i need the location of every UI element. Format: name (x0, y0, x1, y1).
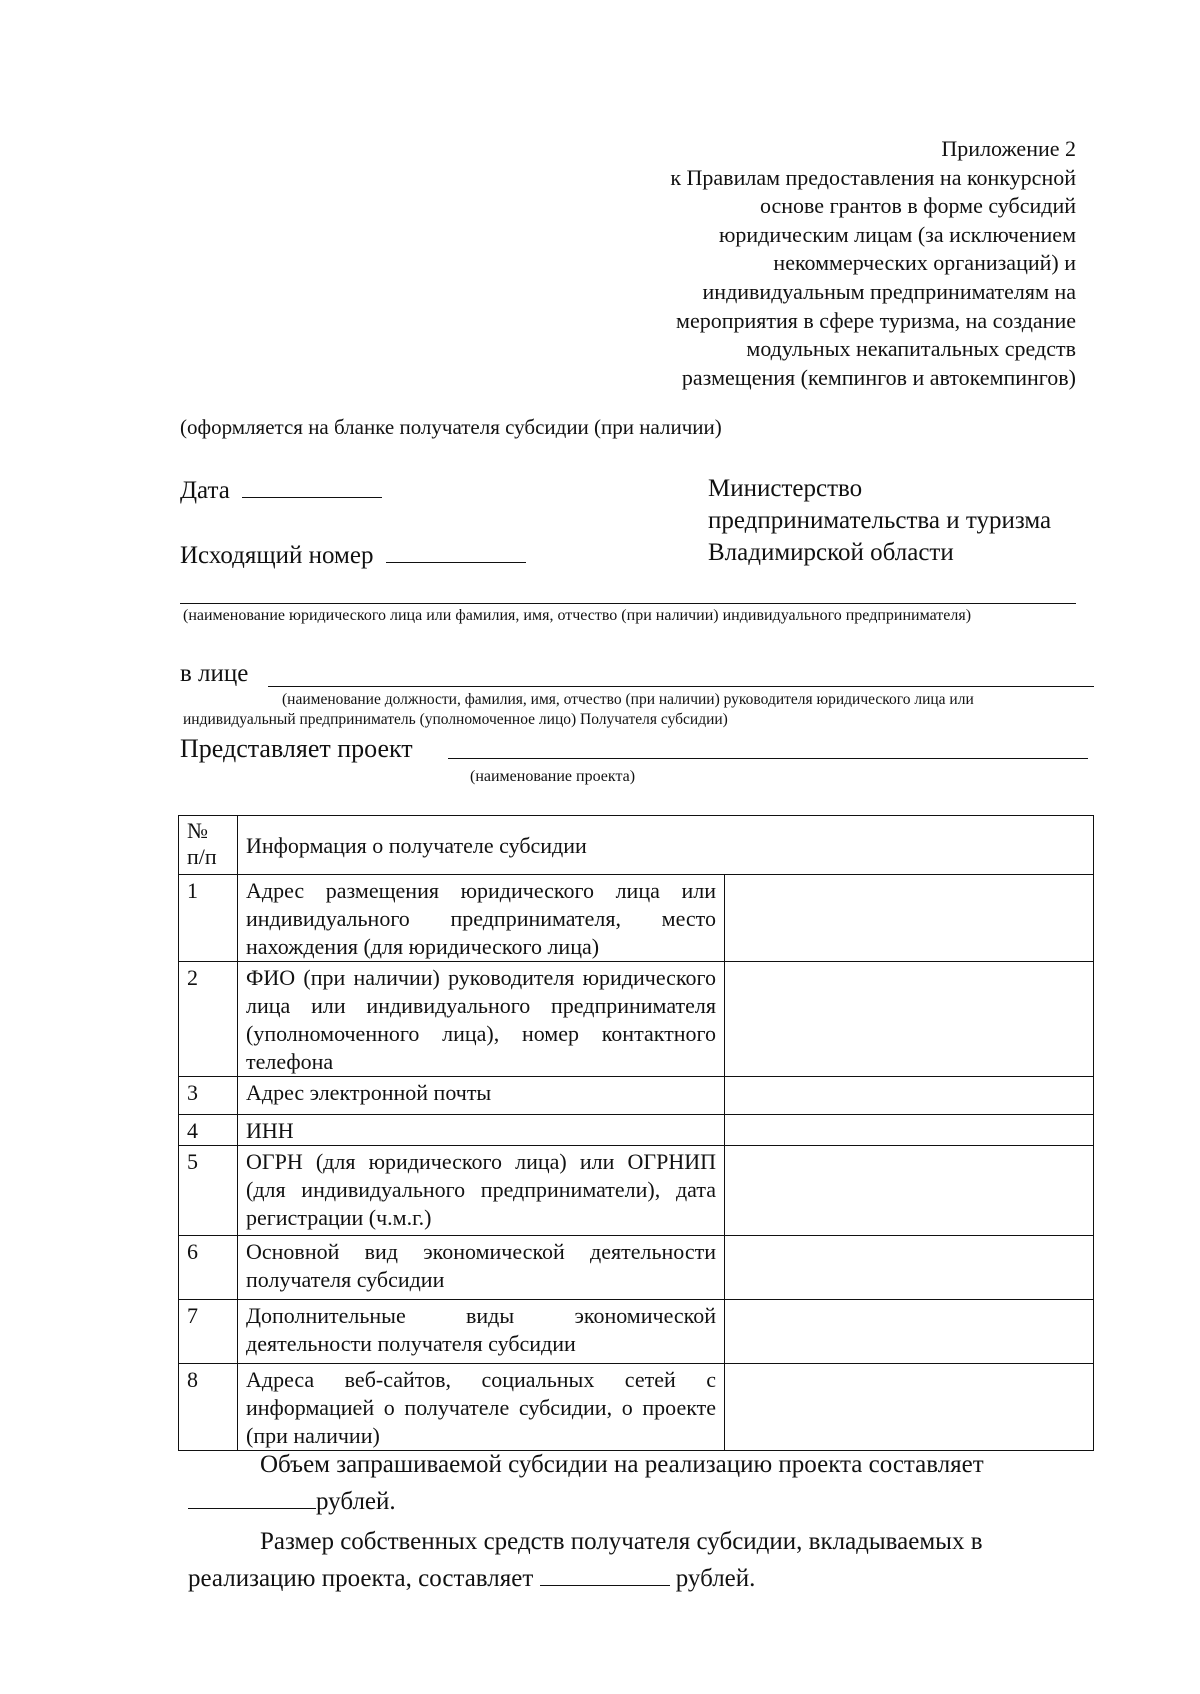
row-text: Основной вид экономической деятельности получателя субсидии (238, 1236, 725, 1300)
header-num: № п/п (179, 816, 238, 875)
row-value-cell[interactable] (725, 1364, 1094, 1451)
appendix-line: основе грантов в форме субсидий (759, 193, 1076, 219)
row-value-cell[interactable] (725, 1300, 1094, 1364)
date-blank[interactable] (242, 475, 382, 498)
table-row (179, 1300, 1094, 1364)
appendix-line: к Правилам предоставления на конкурсной (670, 164, 1076, 190)
letterhead-note: (оформляется на бланке получателя субсидии (при наличии) (180, 415, 722, 439)
in-person-blank[interactable] (268, 686, 1094, 687)
table-row (179, 1146, 1094, 1236)
row-value-cell[interactable] (725, 1077, 1094, 1115)
table-header-row (179, 816, 1094, 875)
recipient-line: Министерство (708, 475, 863, 502)
outgoing-number-field (180, 540, 526, 570)
recipient-ministry (708, 473, 1051, 569)
own-funds-unit: рублей. (675, 1565, 756, 1592)
row-num: 5 (179, 1146, 238, 1236)
row-text: Адрес размещения юридического лица или индивидуального предпринимателя, место нахождения (для юридического лица) (238, 875, 725, 962)
applicant-name-blank[interactable] (180, 603, 1076, 604)
row-text: Дополнительные виды экономической деятельности получателя субсидии (238, 1300, 725, 1364)
row-num: 2 (179, 962, 238, 1077)
outgoing-number-label: Исходящий номер (180, 542, 374, 569)
table-row (179, 1236, 1094, 1300)
appendix-line: мероприятия в сфере туризма, на создание (676, 307, 1076, 333)
appendix-header (606, 135, 1076, 392)
appendix-line: юридическим лицам (за исключением (718, 221, 1076, 247)
outgoing-number-blank[interactable] (386, 540, 526, 563)
row-value-cell[interactable] (725, 875, 1094, 962)
subsidy-amount-line (188, 1482, 1108, 1519)
appendix-line: некоммерческих организаций) и (773, 250, 1076, 276)
project-name-blank[interactable] (448, 758, 1088, 759)
own-funds-text: реализацию проекта, составляет (188, 1565, 534, 1592)
recipient-line: Владимирской области (708, 539, 954, 566)
subsidy-amount-blank[interactable] (188, 1482, 316, 1509)
appendix-line: размещения (кемпингов и автокемпингов) (681, 364, 1076, 390)
row-value-cell[interactable] (725, 1115, 1094, 1146)
row-num: 3 (179, 1077, 238, 1115)
table-row (179, 1364, 1094, 1451)
own-funds-line (188, 1559, 1108, 1596)
in-person-caption: индивидуальный предприниматель (уполномоченное лицо) Получателя субсидии) (183, 711, 728, 728)
date-field (180, 475, 382, 505)
row-num: 4 (179, 1115, 238, 1146)
table-row (179, 962, 1094, 1077)
row-text: ИНН (238, 1115, 725, 1146)
project-caption: (наименование проекта) (470, 768, 636, 785)
row-text: ОГРН (для юридического лица) или ОГРНИП (для индивидуального предприниматели), дата регистрации (ч.м.г.) (238, 1146, 725, 1236)
row-num: 1 (179, 875, 238, 962)
own-funds-text: Размер собственных средств получателя субсидии, вкладываемых в (260, 1528, 983, 1555)
row-num: 8 (179, 1364, 238, 1451)
recipient-line: предпринимательства и туризма (708, 507, 1052, 534)
row-text: ФИО (при наличии) руководителя юридического лица или индивидуального предпринимателя (уполномоченного лица), номер контактного телефона (238, 962, 725, 1077)
table-row (179, 875, 1094, 962)
appendix-line: индивидуальным предпринимателям на (702, 278, 1076, 304)
own-funds-blank[interactable] (540, 1559, 670, 1586)
applicant-caption: (наименование юридического лица или фамилия, имя, отчество (при наличии) индивидуального предпринимателя) (183, 607, 972, 624)
row-value-cell[interactable] (725, 1236, 1094, 1300)
appendix-line: Приложение 2 (941, 136, 1076, 161)
header-info: Информация о получателе субсидии (238, 816, 1094, 875)
row-value-cell[interactable] (725, 962, 1094, 1077)
own-funds-paragraph (188, 1525, 1108, 1596)
row-value-cell[interactable] (725, 1146, 1094, 1236)
project-label: Представляет проект (180, 734, 413, 763)
table-row (179, 1077, 1094, 1115)
date-label: Дата (180, 477, 230, 504)
recipient-info-table (178, 815, 1094, 1451)
in-person-caption: (наименование должности, фамилия, имя, отчество (при наличии) руководителя юридического лица или (282, 691, 974, 708)
row-text: Адрес электронной почты (238, 1077, 725, 1115)
appendix-line: модульных некапитальных средств (746, 336, 1076, 362)
table-row (179, 1115, 1094, 1146)
subsidy-amount-unit: рублей. (316, 1488, 396, 1515)
row-num: 7 (179, 1300, 238, 1364)
row-num: 6 (179, 1236, 238, 1300)
subsidy-amount-text: Объем запрашиваемой субсидии на реализацию проекта составляет (260, 1451, 984, 1478)
in-person-label: в лице (180, 660, 249, 687)
subsidy-amount-paragraph (188, 1448, 1108, 1519)
row-text: Адреса веб-сайтов, социальных сетей с информацией о получателе субсидии, о проекте (при наличии) (238, 1364, 725, 1451)
